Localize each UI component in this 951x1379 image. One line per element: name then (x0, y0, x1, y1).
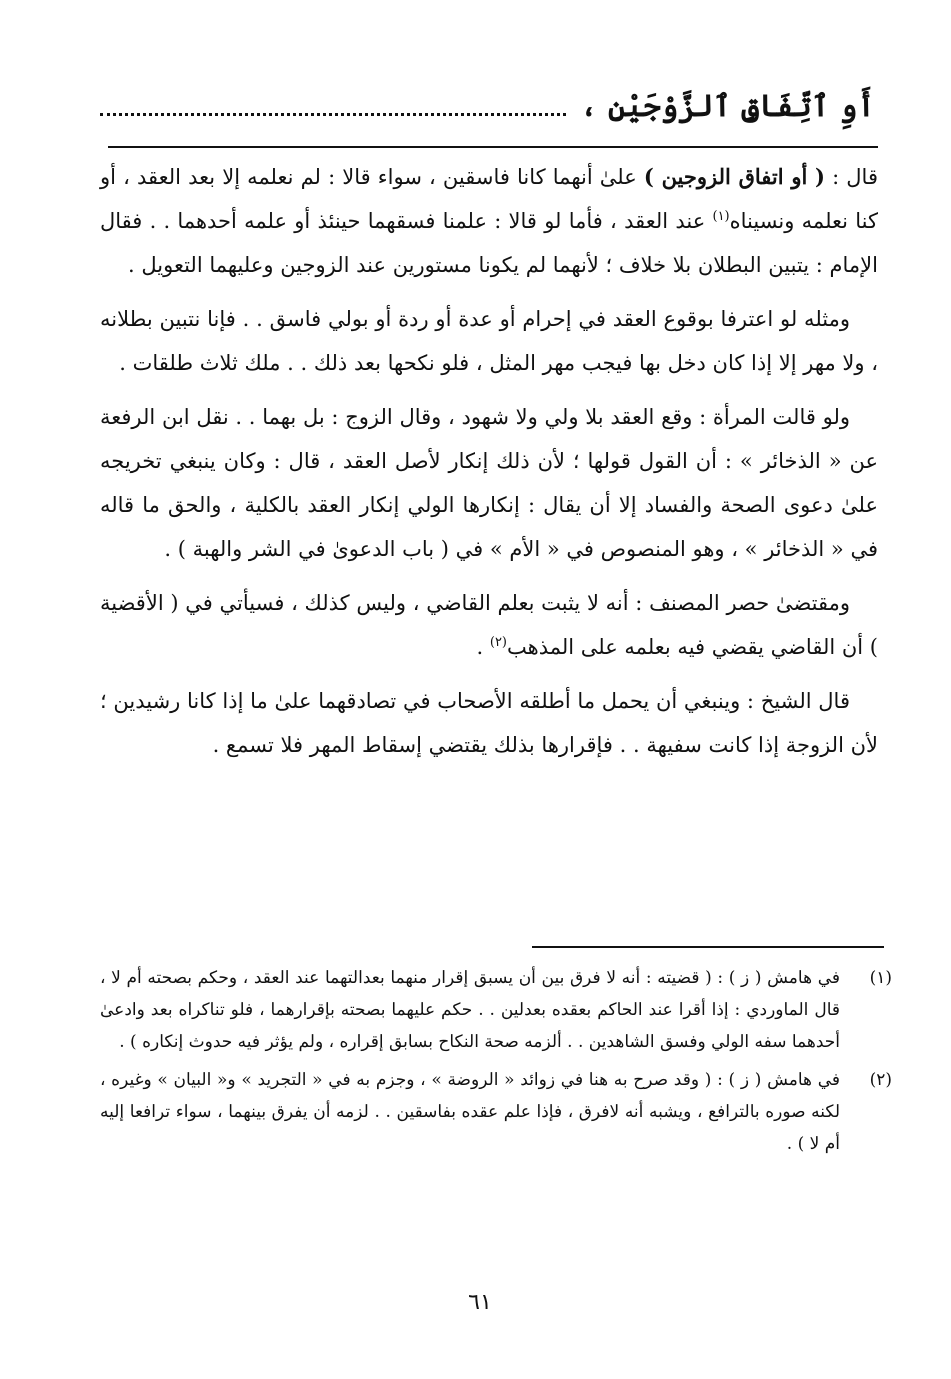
footnote-2 (100, 1064, 892, 1160)
header-dot-leader (100, 109, 566, 116)
footnote-2-number: (٢) (869, 1070, 892, 1090)
footnote-rule (532, 946, 884, 948)
paragraph-5: قال الشيخ : وينبغي أن يحمل ما أطلقه الأصحاب في تصادقهما علىٰ ما إذا كانا رشيدين ؛ لأن الزوجة إذا كانت سفيهة . . فإقرارها بذلك يقتضي إسقاط المهر فلا تسمع . (100, 689, 878, 757)
header-title: أَوِ ٱتِّفَاقِ ٱلزَّوْجَيْنِ ، (579, 89, 875, 124)
paragraph-1-lead: قال : (825, 165, 878, 189)
paragraph-1-part2: عند العقد ، فأما لو قالا : علمنا فسقهما حينئذ أو علمه أحدهما . . فقال الإمام : يتبين البطلان بلا خلاف ؛ لأنهما لم يكونا مستورين عند الزوجين وعليهما التعويل . (100, 209, 878, 277)
paragraph-1 (100, 155, 878, 287)
header-rule (108, 146, 878, 148)
paragraph-1-part1: علىٰ أنهما كانا فاسقين ، سواء قالا : لم نعلمه إلا بعد العقد ، أو كنا نعلمه ونسيناه (100, 165, 878, 233)
main-text (100, 155, 878, 777)
paragraph-4-part1: ومقتضىٰ حصر المصنف : أنه لا يثبت بعلم القاضي ، وليس كذلك ، فسيأتي في ( الأقضية ) أن القاضي يقضي فيه بعلمه على المذهب (100, 591, 878, 659)
page-number: ٦١ (468, 1290, 492, 1315)
running-header (100, 72, 875, 124)
footnote-ref-2: (٢) (489, 635, 507, 650)
paragraph-2: ومثله لو اعترفا بوقوع العقد في إحرام أو عدة أو ردة أو بولي فاسق . . فإنا نتبين بطلانه ، ولا مهر إلا إذا كان دخل بها فيجب مهر المثل ، فلو نكحها بعد ذلك . . ملك ثلاث طلقات . (100, 307, 878, 375)
quoted-phrase: ( أو اتفاق الزوجين ) (643, 164, 825, 189)
footnote-1 (100, 962, 892, 1058)
footnotes (100, 962, 892, 1166)
footnote-1-text: في هامش ( ز ) : ( قضيته : أنه لا فرق بين أن يسبق إقرار منهما بعدالتهما عند العقد ، وحكم بصحته أم لا ، قال الماوردي : إذا أقرا عند الحاكم بعقده بعدلين . . حكم عليهما بصحته بإقرارهما ، فلو تناكراه بعد وادعىٰ أحدهما سفه الولي وفسق الشاهدين . . ألزمه صحة النكاح بسابق إقراره ، ولم يؤثر فيه حدوث إنكاره ) . (100, 968, 840, 1052)
paragraph-4-part2: . (476, 635, 490, 659)
paragraph-3: ولو قالت المرأة : وقع العقد بلا ولي ولا شهود ، وقال الزوج : بل بهما . . نقل ابن الرفعة عن « الذخائر » : أن القول قولها ؛ لأن ذلك إنكار لأصل العقد ، قال : وكان ينبغي تخريجه علىٰ دعوى الصحة والفساد إلا أن يقال : إنكارها الولي إنكار العقد بالكلية ، والحق ما قاله في « الذخائر » ، وهو المنصوص في « الأم » في ( باب الدعوىٰ في الشر والهبة ) . (100, 405, 878, 561)
footnote-2-text: في هامش ( ز ) : ( وقد صرح به هنا في زوائد « الروضة » ، وجزم به في « التجريد » و« البيان » وغيره ، لكنه صوره بالترافع ، ويشبه أنه لافرق ، فإذا علم عقده بفاسقين . . لزمه أن يفرق بينهما ، سواء ترافعا إليه أم لا ) . (100, 1070, 840, 1154)
footnote-1-number: (١) (869, 968, 892, 988)
paragraph-4 (100, 581, 878, 669)
footnote-ref-1: (١) (712, 209, 730, 224)
